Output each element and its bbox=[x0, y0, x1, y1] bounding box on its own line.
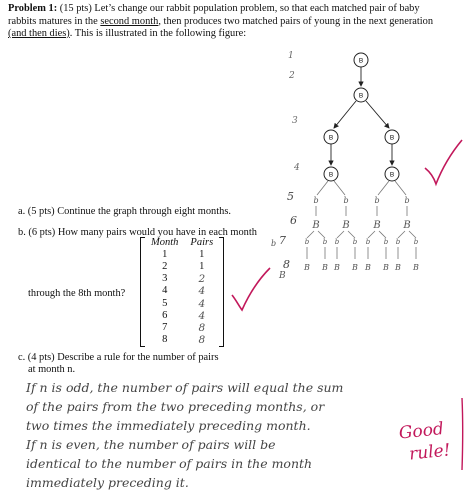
answer-line: identical to the number of pairs in the month bbox=[26, 456, 313, 471]
pencil-label: B bbox=[342, 220, 350, 231]
pencil-baby-mark: b bbox=[322, 238, 328, 246]
month-number: 1 bbox=[288, 51, 294, 61]
pencil-baby-mark: b bbox=[334, 238, 340, 246]
month-cell: 7 bbox=[162, 321, 168, 333]
header-pairs: Pairs bbox=[190, 237, 214, 249]
pencil-branch bbox=[379, 231, 386, 238]
pencil-branch bbox=[317, 181, 328, 195]
month-number: 8 bbox=[283, 258, 290, 271]
part-a: a. (5 pts) Continue the graph through eight months. bbox=[18, 206, 231, 217]
part-c-line-1: c. (4 pts) Describe a rule for the number of pairs bbox=[18, 352, 219, 363]
second-month-underlined: second month bbox=[100, 15, 159, 27]
pairs-cell: 4 bbox=[198, 285, 206, 298]
pencil-branch bbox=[337, 231, 344, 238]
pairs-cell: 4 bbox=[198, 297, 206, 310]
pencil-baby-mark: b bbox=[374, 196, 380, 205]
answer-line: If n is odd, the number of pairs will equal the sum bbox=[26, 380, 344, 395]
answer-line: of the pairs from the two preceding months, or bbox=[26, 399, 325, 414]
month-number: 3 bbox=[292, 116, 298, 126]
pencil-label: B bbox=[334, 263, 340, 272]
node-label: B bbox=[328, 171, 334, 179]
part-c-line-2: at month n. bbox=[28, 364, 76, 375]
pencil-baby-mark: b bbox=[313, 196, 319, 205]
answer-line: immediately preceding it. bbox=[26, 475, 189, 490]
month-cell: 8 bbox=[162, 333, 168, 345]
pencil-label: B bbox=[352, 263, 358, 272]
pencil-label: B bbox=[312, 220, 320, 231]
node-label: B bbox=[328, 134, 334, 142]
month-number: 7 bbox=[279, 234, 286, 247]
problem-line-2a: rabbits matures in the bbox=[8, 15, 101, 27]
pencil-branch bbox=[307, 231, 314, 238]
month-cell: 1 bbox=[162, 249, 168, 261]
pencil-baby-mark: b bbox=[395, 238, 401, 246]
pairs-cell: 8 bbox=[198, 321, 206, 334]
pencil-label: B bbox=[373, 220, 381, 231]
month-cell: 4 bbox=[162, 285, 168, 297]
pencil-branch bbox=[409, 231, 416, 238]
tree-arrow bbox=[334, 101, 356, 128]
pencil-label: B bbox=[304, 263, 310, 272]
pencil-baby-mark: b bbox=[352, 238, 358, 246]
pencil-baby-mark: b bbox=[383, 238, 389, 246]
pencil-branch bbox=[318, 231, 325, 238]
month-cell: 2 bbox=[162, 261, 168, 273]
pencil-branch bbox=[368, 231, 375, 238]
part-b-line-1: b. (6 pts) How many pairs would you have in each month bbox=[18, 227, 257, 238]
month-cell: 3 bbox=[162, 273, 168, 285]
pencil-label: B bbox=[395, 263, 401, 272]
pairs-cell: 1 bbox=[199, 261, 205, 273]
pencil-row-label: b bbox=[271, 239, 277, 248]
pencil-label: B bbox=[413, 263, 419, 272]
month-number: 4 bbox=[294, 163, 300, 173]
and-then-dies-underlined: (and then dies) bbox=[8, 28, 70, 39]
problem-line-3b: . This is illustrated in the following figure: bbox=[69, 28, 247, 39]
node-label: B bbox=[389, 134, 395, 142]
month-number: 5 bbox=[287, 190, 294, 203]
pencil-baby-mark: b bbox=[343, 196, 349, 205]
pairs-cell: 2 bbox=[198, 273, 206, 286]
month-cell: 5 bbox=[162, 297, 168, 309]
pencil-row-label: B bbox=[279, 271, 286, 281]
problem-line-1: (15 pts) Let’s change our rabbit population problem, so that each matched pair of baby bbox=[59, 3, 420, 14]
answer-line: two times the immediately preceding month. bbox=[26, 418, 311, 433]
rule-word: rule! bbox=[408, 440, 452, 465]
problem-line-2b: , then produces two matched pairs of young in the next generation bbox=[158, 15, 434, 27]
pencil-branch bbox=[395, 181, 406, 195]
pencil-baby-mark: b bbox=[404, 196, 410, 205]
header-month: Month bbox=[151, 237, 179, 249]
pairs-cell: 4 bbox=[198, 309, 206, 322]
pencil-baby-mark: b bbox=[413, 238, 419, 246]
node-label: B bbox=[358, 57, 364, 65]
problem-label: Problem 1: bbox=[8, 3, 58, 14]
pencil-baby-mark: b bbox=[365, 238, 371, 246]
pencil-branch bbox=[378, 181, 389, 195]
pencil-label: B bbox=[403, 220, 411, 231]
month-number: 2 bbox=[289, 71, 295, 81]
pencil-baby-mark: b bbox=[304, 238, 310, 246]
pencil-label: B bbox=[322, 263, 328, 272]
pencil-label: B bbox=[383, 263, 389, 272]
part-b-line-2: through the 8th month? bbox=[28, 288, 126, 299]
pairs-cell: 1 bbox=[199, 249, 205, 261]
month-cell: 6 bbox=[162, 309, 168, 321]
good-word: Good bbox=[397, 418, 445, 444]
pairs-cell: 8 bbox=[198, 333, 206, 346]
month-number: 6 bbox=[290, 214, 297, 227]
tree-arrow bbox=[366, 101, 389, 128]
node-label: B bbox=[389, 171, 395, 179]
pencil-branch bbox=[398, 231, 405, 238]
node-label: B bbox=[358, 92, 364, 100]
answer-line: If n is even, the number of pairs will be bbox=[26, 437, 276, 452]
pencil-branch bbox=[348, 231, 355, 238]
pencil-label: B bbox=[365, 263, 371, 272]
pencil-branch bbox=[334, 181, 345, 195]
